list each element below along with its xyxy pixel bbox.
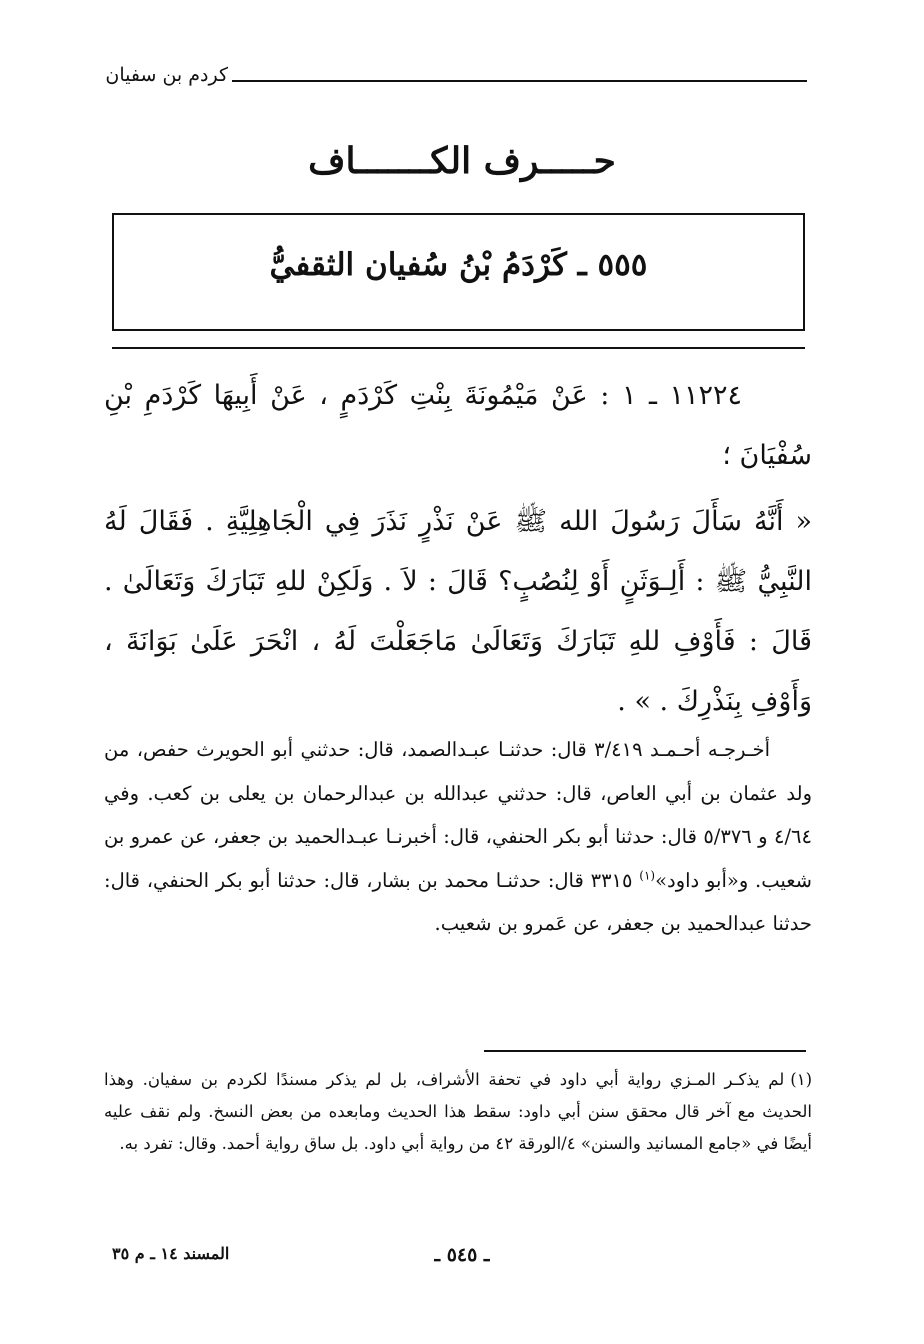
- footnote: [104, 1064, 812, 1160]
- entry-title: ٥٥٥ ـ كَرْدَمُ بْنُ سُفيان الثقفيُّ: [269, 247, 648, 283]
- takhrij-paragraph: [104, 728, 812, 946]
- entry-rule: [112, 347, 805, 349]
- footnote-marker[interactable]: (١): [639, 868, 656, 882]
- page-number: ـ ٥٤٥ ـ: [434, 1244, 490, 1266]
- hadith-block: [104, 366, 812, 732]
- hadith-heading: ١١٢٢٤ ـ ١ : عَنْ مَيْمُونَةَ بِنْتِ كَرْدَمٍ ، عَنْ أَبِيهَا كَرْدَمِ بْنِ سُفْيَانَ ؛: [104, 380, 812, 471]
- running-header-title: كردم بن سفيان: [105, 64, 228, 86]
- printer-signature: المسند ١٤ ـ م ٣٥: [112, 1244, 230, 1263]
- takhrij-text-end: ٣٣١٥ قال: حدثنـا محمد بن بشار، قال: حدثنا أبو بكر الحنفي، قال: حدثنا عبدالحميد بن جعفر، عن عَمرو بن شعيب.: [104, 868, 812, 935]
- chapter-title: حـــــرف الكـــــــاف: [308, 140, 616, 182]
- hadith-text: « أَنَّهُ سَأَلَ رَسُولَ الله ﷺ عَنْ نَذْرٍ نَذَرَ فِي الْجَاهِلِيَّةِ . فَقَالَ لَهُ النَّبِيُّ ﷺ : أَلِـوَثَنٍ أَوْ لِنُصُبٍ؟ قَالَ : لاَ . وَلَكِنْ للهِ تَبَارَكَ وَتَعَالَىٰ . قَالَ : فَأَوْفِ للهِ تَبَارَكَ وَتَعَالَىٰ مَاجَعَلْتَ لَهُ ، انْحَرَ عَلَىٰ بَوَانَةَ ، وَأَوْفِ بِنَذْرِكَ . » .: [104, 506, 812, 717]
- footnote-number: (١): [790, 1070, 812, 1089]
- footnote-rule: [484, 1050, 806, 1052]
- footnote-text: لم يذكـر المـزي رواية أبي داود في تحفة الأشراف، بل لم يذكر مسندًا لكردم بن سفيان. وهذا الحديث مع آخر قال محقق سنن أبي داود: سقط هذا الحديث ومابعده من بعض النسخ. ولم نقف عليه أيضًا في «جامع المسانيد والسنن» ٤/الورقة ٤٢ من رواية أبي داود. بل ساق رواية أحمد. وقال: تفرد به.: [104, 1070, 812, 1153]
- header-rule: [232, 80, 807, 82]
- takhrij-text-start: أخـرجـه أحـمـد ٣/٤١٩ قال: حدثنـا عبـدالصمد، قال: حدثني أبو الحويرث حفص، من ولد عثمان بن أبي العاص، قال: حدثني عبدالله بن عبدالرحمان بن يعلى بن كعب. وفي ٤/٦٤ و ٥/٣٧٦ قال: حدثنا أبو بكر الحنفي، قال: أخبرنـا عبـدالحميد بن جعفر، عن عمرو بن شعيب. و«أبو داود»: [104, 738, 812, 892]
- entry-title-box: [112, 213, 805, 331]
